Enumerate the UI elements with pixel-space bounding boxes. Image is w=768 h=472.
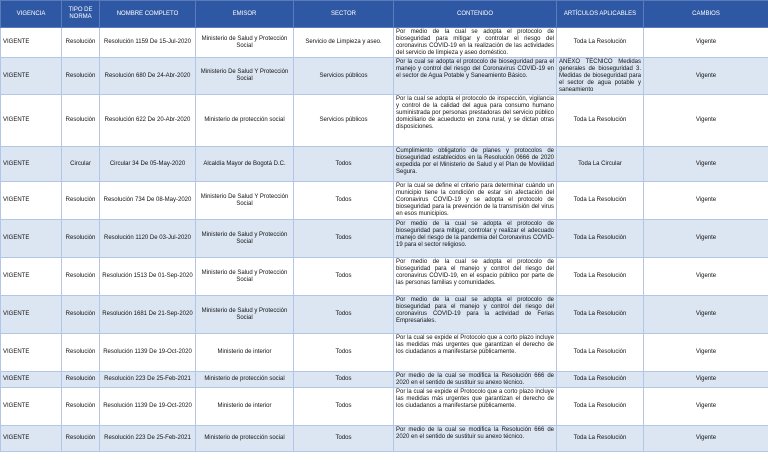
cell-sector: Todos xyxy=(294,334,394,372)
cell-nombre: Circular 34 De 05-May-2020 xyxy=(100,147,196,182)
cell-vigencia: VIGENTE xyxy=(1,388,62,426)
table-row xyxy=(1,426,768,452)
cell-contenido: Por la cual se adopta el protocolo de inspección, vigilancia y control de la calidad del agua para consumo humano suministrada por personas prestadoras del servicio público domiciliario de acueducto en zona rural, y se dictan otras disposiciones. xyxy=(394,95,557,147)
cell-emisor: Ministerio De Salud Y Protección Social xyxy=(196,58,294,95)
cell-emisor: Ministerio de interior xyxy=(196,388,294,426)
cell-sector: Servicios públicos xyxy=(294,95,394,147)
cell-contenido: Cumplimiento obligatorio de planes y protocolos de bioseguridad establecidos en la Resolución 0666 de 2020 expedida por el Ministerio de Salud y el Plan de Movilidad Segura. xyxy=(394,147,557,182)
cell-emisor: Ministerio De Salud Y Protección Social xyxy=(196,182,294,220)
cell-sector: Todos xyxy=(294,220,394,258)
cell-contenido: Por medio de la cual se modifica la Resolución 666 de 2020 en el sentido de sustituir su anexo técnico. xyxy=(394,426,557,452)
cell-nombre: Resolución 1513 De 01-Sep-2020 xyxy=(100,258,196,296)
header-cambios: CAMBIOS xyxy=(644,1,768,28)
header-vigencia: VIGENCIA xyxy=(1,1,62,28)
header-nombre: NOMBRE COMPLETO xyxy=(100,1,196,28)
cell-vigencia: VIGENTE xyxy=(1,220,62,258)
cell-sector: Servicio de Limpieza y aseo. xyxy=(294,28,394,58)
cell-articulos: Toda La Resolución xyxy=(557,28,644,58)
cell-nombre: Resolución 1159 De 15-Jul-2020 xyxy=(100,28,196,58)
table-row xyxy=(1,58,768,95)
table-row xyxy=(1,258,768,296)
cell-tipo: Circular xyxy=(62,147,100,182)
cell-vigencia: VIGENTE xyxy=(1,296,62,334)
cell-nombre: Resolución 223 De 25-Feb-2021 xyxy=(100,372,196,388)
cell-articulos: ANEXO TÉCNICO Medidas generales de bioseguridad 3. Medidas de bioseguridad para el sector de agua potable y saneamiento xyxy=(557,58,644,95)
cell-nombre: Resolución 622 De 20-Abr-2020 xyxy=(100,95,196,147)
cell-articulos: Toda La Resolución xyxy=(557,388,644,426)
cell-contenido: Por la cual se expide el Protocolo que a corto plazo incluye las medidas más urgentes que garantizan el derecho de los ciudadanos a manifestarse públicamente. xyxy=(394,388,557,426)
table-row xyxy=(1,372,768,388)
cell-cambios: Vigente xyxy=(644,95,768,147)
cell-articulos: Toda La Resolución xyxy=(557,372,644,388)
table-body xyxy=(1,28,768,452)
cell-articulos: Toda La Circular xyxy=(557,147,644,182)
cell-tipo: Resolución xyxy=(62,388,100,426)
cell-contenido: Por medio de la cual se adopta el protocolo de bioseguridad para el manejo y control del riesgo del coronavirus COVID-19 para la actividad de Ferias Empresariales. xyxy=(394,296,557,334)
table-row xyxy=(1,182,768,220)
cell-contenido: Por la cual se define el criterio para determinar cuándo un municipio tiene la condición de estar sin afectación del Coronavirus COVID-19 y se adopta el protocolo de bioseguridad para la prevención de la transmisión del virus en esos municipios. xyxy=(394,182,557,220)
cell-vigencia: VIGENTE xyxy=(1,426,62,452)
cell-cambios: Vigente xyxy=(644,388,768,426)
cell-nombre: Resolución 1139 De 19-Oct-2020 xyxy=(100,334,196,372)
cell-tipo: Resolución xyxy=(62,334,100,372)
cell-contenido: Por la cual se adopta el protocolo de bioseguridad para el manejo y control del riesgo del Coronavirus COVID-19 en el sector de Agua Potable y Saneamiento Básico. xyxy=(394,58,557,95)
cell-sector: Servicios públicos xyxy=(294,58,394,95)
table-row xyxy=(1,296,768,334)
cell-emisor: Ministerio de Salud y Protección Social xyxy=(196,258,294,296)
table-row xyxy=(1,220,768,258)
cell-sector: Todos xyxy=(294,296,394,334)
cell-vigencia: VIGENTE xyxy=(1,258,62,296)
cell-articulos: Toda La Resolución xyxy=(557,95,644,147)
cell-sector: Todos xyxy=(294,182,394,220)
cell-tipo: Resolución xyxy=(62,28,100,58)
header-tipo: TIPO DE NORMA xyxy=(62,1,100,28)
header-sector: SECTOR xyxy=(294,1,394,28)
cell-tipo: Resolución xyxy=(62,426,100,452)
cell-articulos: Toda La Resolución xyxy=(557,426,644,452)
cell-tipo: Resolución xyxy=(62,296,100,334)
cell-sector: Todos xyxy=(294,426,394,452)
cell-vigencia: VIGENTE xyxy=(1,28,62,58)
cell-cambios: Vigente xyxy=(644,258,768,296)
cell-cambios: Vigente xyxy=(644,296,768,334)
cell-nombre: Resolución 223 De 25-Feb-2021 xyxy=(100,426,196,452)
header-articulos: ARTÍCULOS APLICABLES xyxy=(557,1,644,28)
cell-nombre: Resolución 1139 De 19-Oct-2020 xyxy=(100,388,196,426)
cell-emisor: Ministerio de Salud y Protección Social xyxy=(196,296,294,334)
cell-vigencia: VIGENTE xyxy=(1,334,62,372)
table-row xyxy=(1,28,768,58)
cell-cambios: Vigente xyxy=(644,334,768,372)
cell-contenido: Por medio de la cual se adopta el protocolo de bioseguridad para mitigar y controlar el riesgo del coronavirus COVID-19 en la realización de las actividades del servicio de limpieza y aseo doméstico. xyxy=(394,28,557,58)
cell-contenido: Por la cual se expide el Protocolo que a corto plazo incluye las medidas más urgentes que garantizan el derecho de los ciudadanos a manifestarse públicamente. xyxy=(394,334,557,372)
table-row xyxy=(1,388,768,426)
cell-articulos: Toda La Resolución xyxy=(557,220,644,258)
cell-emisor: Ministerio de protección social xyxy=(196,95,294,147)
cell-nombre: Resolución 680 De 24-Abr-2020 xyxy=(100,58,196,95)
cell-cambios: Vigente xyxy=(644,220,768,258)
cell-nombre: Resolución 1120 De 03-Jul-2020 xyxy=(100,220,196,258)
cell-tipo: Resolución xyxy=(62,182,100,220)
cell-emisor: Ministerio de interior xyxy=(196,334,294,372)
cell-sector: Todos xyxy=(294,147,394,182)
cell-articulos: Toda La Resolución xyxy=(557,334,644,372)
header-contenido: CONTENIDO xyxy=(394,1,557,28)
cell-nombre: Resolución 1681 De 21-Sep-2020 xyxy=(100,296,196,334)
cell-vigencia: VIGENTE xyxy=(1,58,62,95)
cell-cambios: Vigente xyxy=(644,28,768,58)
header-emisor: EMISOR xyxy=(196,1,294,28)
header-row xyxy=(1,1,768,28)
cell-emisor: Ministerio de Salud y Protección Social xyxy=(196,28,294,58)
cell-tipo: Resolución xyxy=(62,58,100,95)
cell-cambios: Vigente xyxy=(644,182,768,220)
cell-tipo: Resolución xyxy=(62,220,100,258)
cell-emisor: Ministerio de protección social xyxy=(196,426,294,452)
cell-articulos: Toda La Resolución xyxy=(557,258,644,296)
cell-emisor: Ministerio de protección social xyxy=(196,372,294,388)
cell-articulos: Toda La Resolución xyxy=(557,182,644,220)
cell-articulos: Toda La Resolución xyxy=(557,296,644,334)
cell-vigencia: VIGENTE xyxy=(1,147,62,182)
cell-tipo: Resolución xyxy=(62,258,100,296)
cell-contenido: Por medio de la cual se adopta el protocolo de bioseguridad para el manejo y control del riesgo del coronavirus COVID-19, en el espacio público por parte de las personas familias y comunidades. xyxy=(394,258,557,296)
cell-cambios: Vigente xyxy=(644,372,768,388)
cell-cambios: Vigente xyxy=(644,426,768,452)
cell-vigencia: VIGENTE xyxy=(1,95,62,147)
cell-sector: Todos xyxy=(294,388,394,426)
cell-tipo: Resolución xyxy=(62,372,100,388)
table-row xyxy=(1,95,768,147)
cell-emisor: Ministerio de Salud y Protección Social xyxy=(196,220,294,258)
cell-vigencia: VIGENTE xyxy=(1,372,62,388)
cell-contenido: Por medio de la cual se adopta el protocolo de bioseguridad para mitigar, controlar y realizar el adecuado manejo del riesgo de la pandemia del Coronavirus COVID-19 para el sector religioso. xyxy=(394,220,557,258)
cell-sector: Todos xyxy=(294,258,394,296)
cell-cambios: Vigente xyxy=(644,147,768,182)
cell-contenido: Por medio de la cual se modifica la Resolución 666 de 2020 en el sentido de sustituir su anexo técnico. xyxy=(394,372,557,388)
table-row xyxy=(1,147,768,182)
table-row xyxy=(1,334,768,372)
cell-vigencia: VIGENTE xyxy=(1,182,62,220)
cell-nombre: Resolución 734 De 08-May-2020 xyxy=(100,182,196,220)
cell-sector: Todos xyxy=(294,372,394,388)
cell-tipo: Resolución xyxy=(62,95,100,147)
cell-emisor: Alcaldía Mayor de Bogotá D.C. xyxy=(196,147,294,182)
cell-cambios: Vigente xyxy=(644,58,768,95)
